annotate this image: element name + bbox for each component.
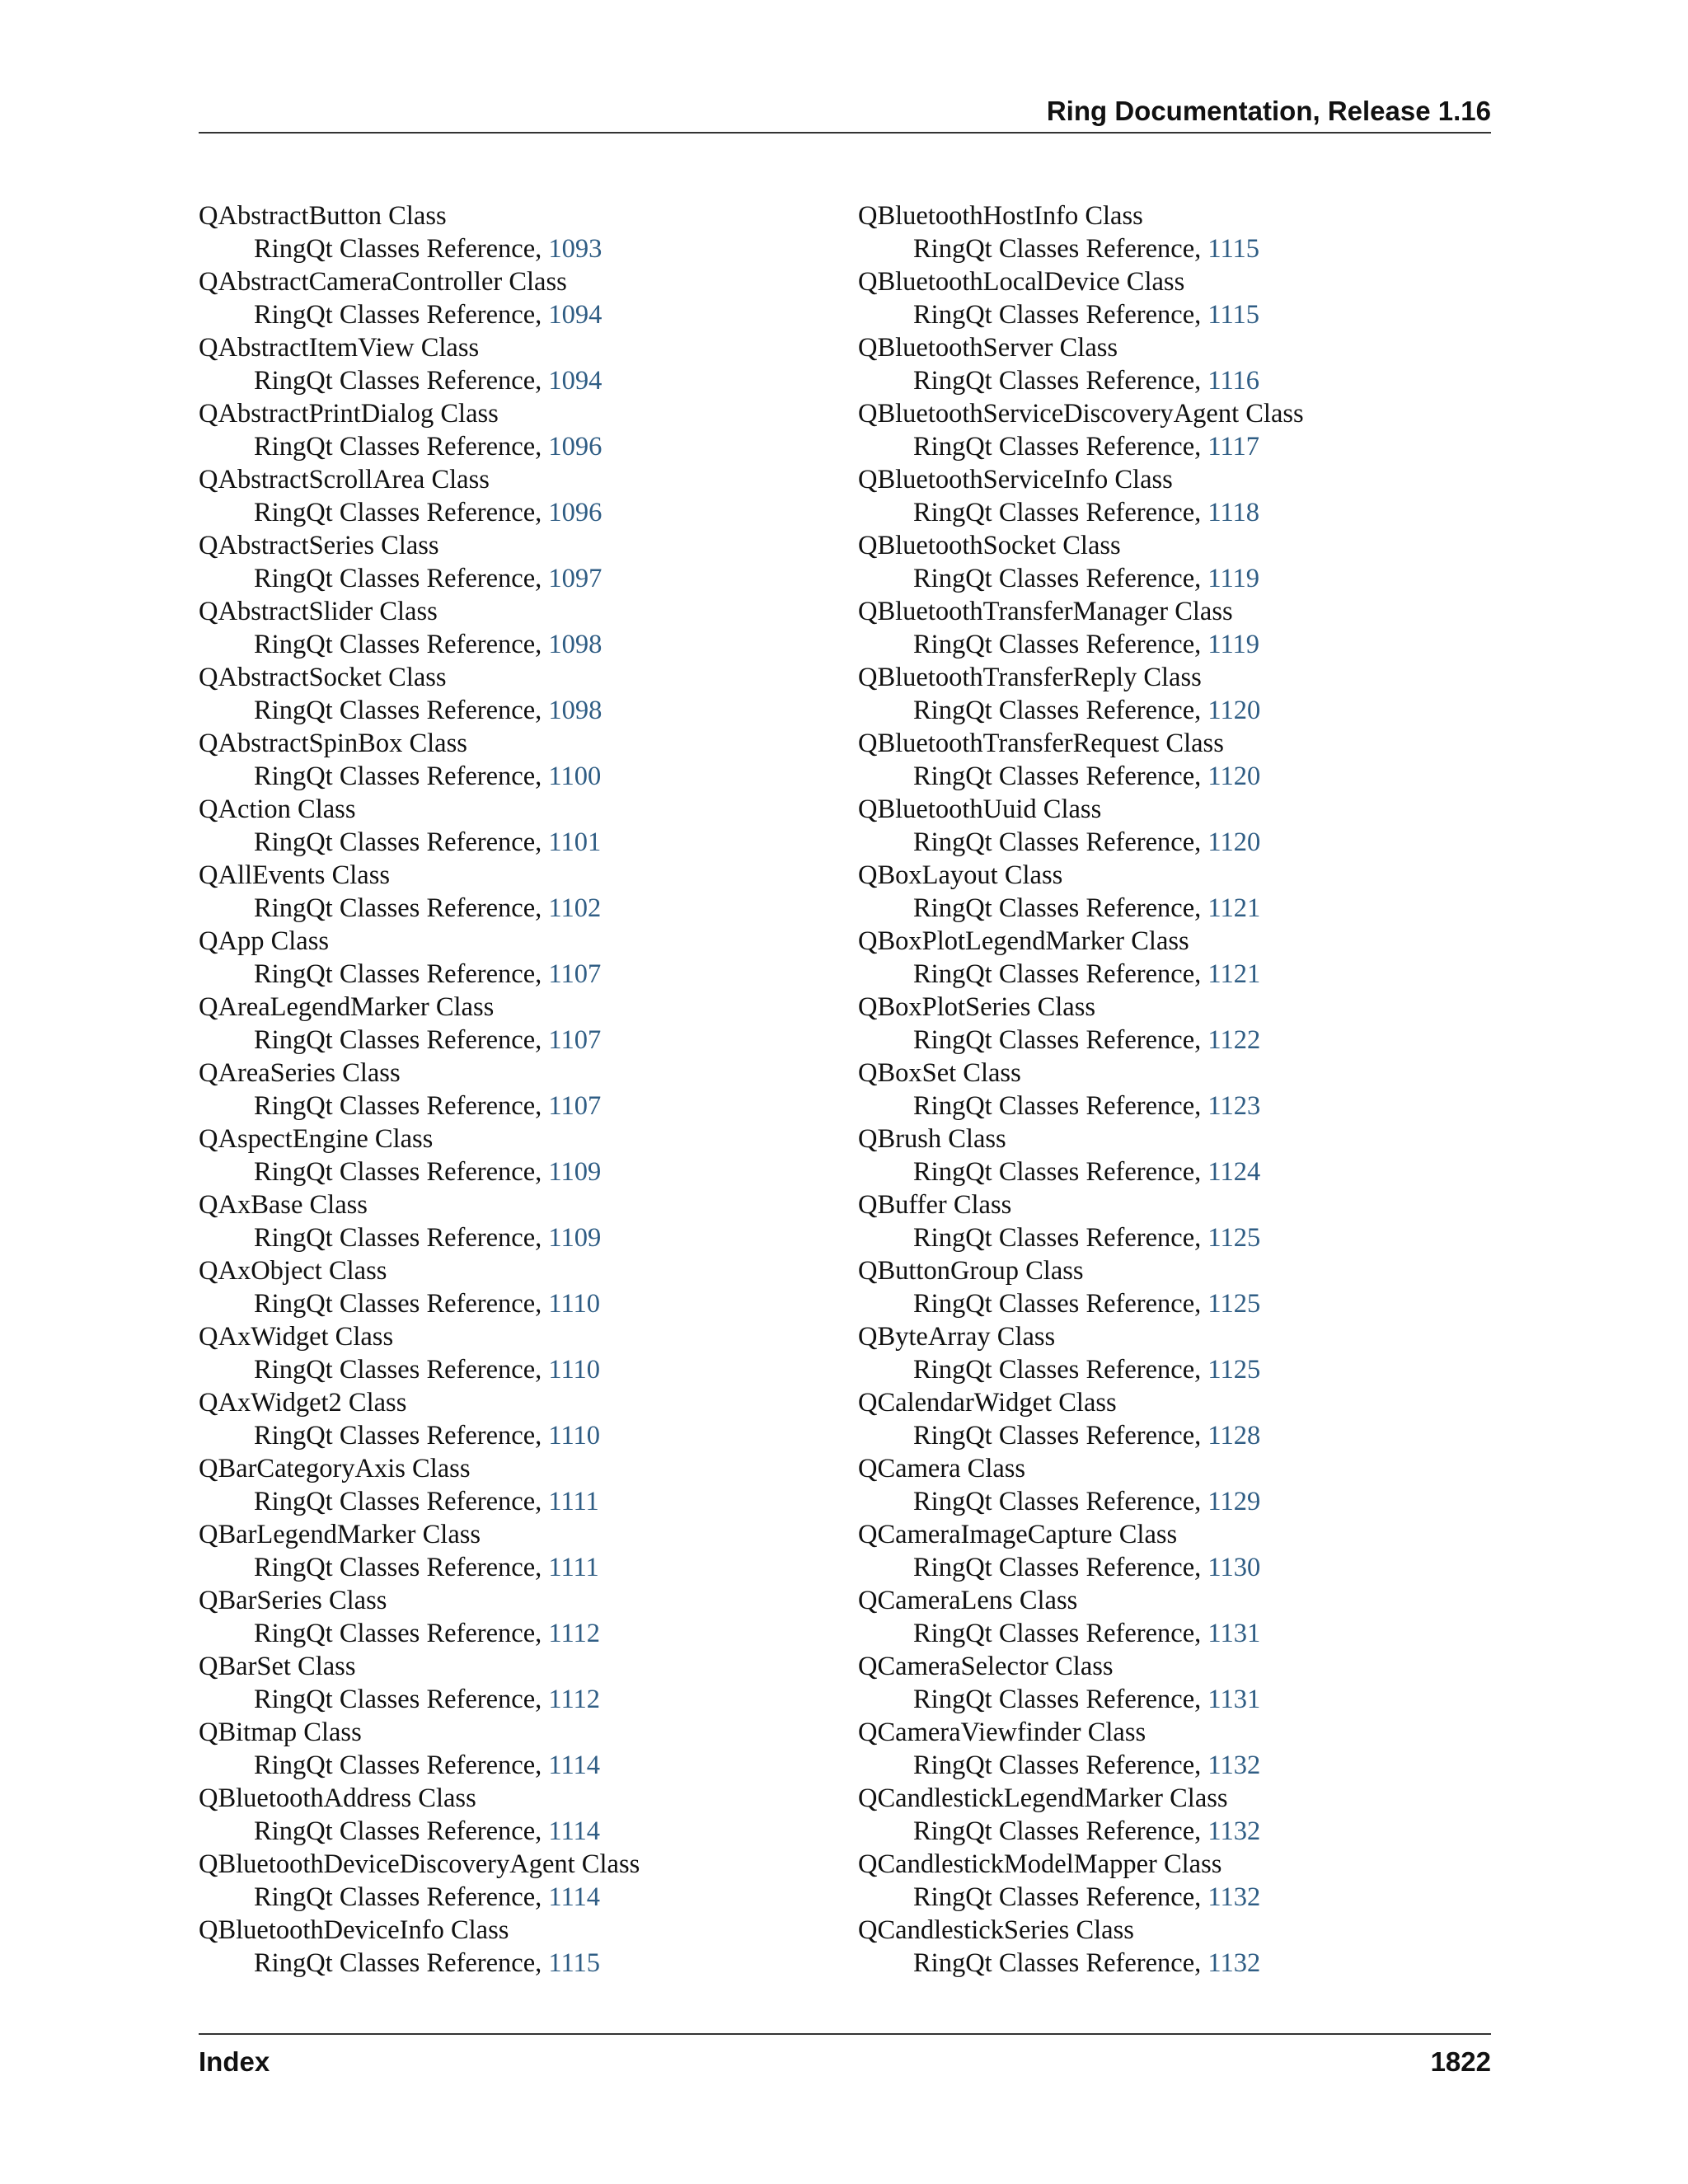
index-term: QBarCategoryAxis Class xyxy=(199,1454,471,1483)
index-term: QAbstractButton Class xyxy=(199,201,447,231)
footer-section-name: Index xyxy=(199,2046,270,2077)
index-term: QBluetoothDeviceInfo Class xyxy=(199,1915,509,1945)
reference-label: RingQt Classes Reference, xyxy=(913,1750,1208,1780)
index-entry xyxy=(199,463,640,529)
page-link[interactable]: 1117 xyxy=(1207,432,1259,462)
index-entry xyxy=(858,1716,1304,1782)
index-reference xyxy=(858,1024,1304,1057)
index-term: QBarSet Class xyxy=(199,1652,356,1681)
index-reference xyxy=(858,1287,1304,1320)
index-reference xyxy=(858,298,1304,331)
index-reference xyxy=(199,1485,640,1518)
index-term: QBoxLayout Class xyxy=(858,860,1063,890)
index-term: QBluetoothTransferManager Class xyxy=(858,597,1233,626)
index-term: QCameraLens Class xyxy=(858,1586,1078,1615)
index-reference xyxy=(858,1683,1304,1716)
index-entry xyxy=(199,1320,640,1386)
page-link[interactable]: 1107 xyxy=(548,1091,602,1121)
page-link[interactable]: 1131 xyxy=(1207,1619,1261,1648)
index-term: QAreaLegendMarker Class xyxy=(199,992,495,1022)
index-reference xyxy=(858,1419,1304,1452)
page-link[interactable]: 1129 xyxy=(1207,1487,1261,1516)
index-term: QBluetoothServer Class xyxy=(858,333,1118,363)
index-entry xyxy=(858,661,1304,727)
index-entry xyxy=(199,925,640,991)
reference-label: RingQt Classes Reference, xyxy=(913,1355,1208,1385)
index-reference xyxy=(199,694,640,727)
reference-label: RingQt Classes Reference, xyxy=(913,696,1208,725)
index-reference xyxy=(199,1090,640,1122)
index-reference xyxy=(858,1090,1304,1122)
index-entry xyxy=(858,1254,1304,1320)
index-entry xyxy=(858,1914,1304,1980)
page-link[interactable]: 1132 xyxy=(1207,1948,1261,1978)
index-reference xyxy=(858,1947,1304,1980)
page-link[interactable]: 1100 xyxy=(548,762,602,791)
index-term: QBuffer Class xyxy=(858,1190,1012,1220)
index-reference xyxy=(199,562,640,595)
reference-label: RingQt Classes Reference, xyxy=(254,1355,549,1385)
page-link[interactable]: 1110 xyxy=(548,1289,600,1319)
index-reference xyxy=(199,1947,640,1980)
reference-label: RingQt Classes Reference, xyxy=(913,432,1208,462)
index-entry xyxy=(858,1848,1304,1914)
index-reference xyxy=(199,1353,640,1386)
index-term: QBarLegendMarker Class xyxy=(199,1520,481,1549)
page-link[interactable]: 1093 xyxy=(548,234,603,264)
index-entry xyxy=(199,1848,640,1914)
index-reference xyxy=(858,1221,1304,1254)
reference-label: RingQt Classes Reference, xyxy=(254,300,549,330)
index-entry xyxy=(858,925,1304,991)
index-entry xyxy=(199,1188,640,1254)
page-link[interactable]: 1115 xyxy=(1207,234,1259,264)
index-term: QCameraImageCapture Class xyxy=(858,1520,1178,1549)
index-term: QBluetoothDeviceDiscoveryAgent Class xyxy=(199,1849,640,1879)
index-entry xyxy=(858,529,1304,595)
index-term: QCamera Class xyxy=(858,1454,1026,1483)
page-link[interactable]: 1110 xyxy=(548,1421,600,1451)
index-entry xyxy=(199,859,640,925)
index-term: QAxWidget Class xyxy=(199,1322,394,1352)
index-term: QBoxPlotSeries Class xyxy=(858,992,1096,1022)
index-reference xyxy=(858,1815,1304,1848)
index-entry xyxy=(199,991,640,1057)
index-reference xyxy=(199,628,640,661)
index-term: QAbstractCameraController Class xyxy=(199,267,567,297)
page-link[interactable]: 1102 xyxy=(548,893,602,923)
index-term: QAxBase Class xyxy=(199,1190,368,1220)
index-term: QBitmap Class xyxy=(199,1718,362,1747)
reference-label: RingQt Classes Reference, xyxy=(913,959,1208,989)
index-term: QAbstractItemView Class xyxy=(199,333,480,363)
index-reference xyxy=(858,1353,1304,1386)
index-reference xyxy=(858,1155,1304,1188)
reference-label: RingQt Classes Reference, xyxy=(913,1157,1208,1187)
index-term: QAspectEngine Class xyxy=(199,1124,434,1154)
index-entry xyxy=(858,859,1304,925)
page-link[interactable]: 1114 xyxy=(548,1882,600,1912)
reference-label: RingQt Classes Reference, xyxy=(254,1157,549,1187)
index-entry xyxy=(199,529,640,595)
index-entry xyxy=(199,595,640,661)
index-entry xyxy=(199,1914,640,1980)
reference-label: RingQt Classes Reference, xyxy=(254,893,549,923)
index-term: QAxWidget2 Class xyxy=(199,1388,407,1418)
index-term: QBrush Class xyxy=(858,1124,1006,1154)
index-reference xyxy=(858,430,1304,463)
index-entry xyxy=(858,199,1304,265)
index-reference xyxy=(199,958,640,991)
page-link[interactable]: 1094 xyxy=(548,366,603,396)
reference-label: RingQt Classes Reference, xyxy=(254,1882,549,1912)
document-title: Ring Documentation, Release 1.16 xyxy=(1046,96,1491,126)
index-reference xyxy=(858,694,1304,727)
page-link[interactable]: 1120 xyxy=(1207,762,1261,791)
reference-label: RingQt Classes Reference, xyxy=(913,1816,1208,1846)
reference-label: RingQt Classes Reference, xyxy=(913,1289,1208,1319)
index-reference xyxy=(199,496,640,529)
index-column-left xyxy=(199,199,640,1980)
index-term: QCameraSelector Class xyxy=(858,1652,1114,1681)
index-reference xyxy=(199,364,640,397)
page-link[interactable]: 1124 xyxy=(1207,1157,1261,1187)
reference-label: RingQt Classes Reference, xyxy=(254,1816,549,1846)
index-entry xyxy=(199,1518,640,1584)
index-reference xyxy=(199,1419,640,1452)
reference-label: RingQt Classes Reference, xyxy=(913,1619,1208,1648)
index-reference xyxy=(199,430,640,463)
index-reference xyxy=(199,892,640,925)
reference-label: RingQt Classes Reference, xyxy=(254,1025,549,1055)
index-entry xyxy=(858,1518,1304,1584)
reference-label: RingQt Classes Reference, xyxy=(913,1091,1208,1121)
index-term: QAbstractSeries Class xyxy=(199,531,439,560)
reference-label: RingQt Classes Reference, xyxy=(254,1750,549,1780)
page-link[interactable]: 1115 xyxy=(1207,300,1259,330)
reference-label: RingQt Classes Reference, xyxy=(254,630,549,659)
reference-label: RingQt Classes Reference, xyxy=(913,1685,1208,1714)
page-link[interactable]: 1132 xyxy=(1207,1750,1261,1780)
index-entry xyxy=(858,1057,1304,1122)
index-reference xyxy=(199,826,640,859)
page-link[interactable]: 1119 xyxy=(1207,630,1259,659)
reference-label: RingQt Classes Reference, xyxy=(254,432,549,462)
page-link[interactable]: 1112 xyxy=(548,1685,600,1714)
index-reference xyxy=(858,892,1304,925)
page-link[interactable]: 1116 xyxy=(1207,366,1259,396)
index-entry xyxy=(858,1782,1304,1848)
index-term: QAllEvents Class xyxy=(199,860,391,890)
reference-label: RingQt Classes Reference, xyxy=(254,366,549,396)
index-entry xyxy=(199,793,640,859)
index-entry xyxy=(858,595,1304,661)
reference-label: RingQt Classes Reference, xyxy=(913,1882,1208,1912)
index-reference xyxy=(199,1287,640,1320)
index-reference xyxy=(199,1815,640,1848)
index-entry xyxy=(199,1650,640,1716)
index-term: QButtonGroup Class xyxy=(858,1256,1084,1286)
index-entry xyxy=(858,1584,1304,1650)
index-entry xyxy=(199,1254,640,1320)
index-reference xyxy=(199,1683,640,1716)
index-term: QAbstractScrollArea Class xyxy=(199,465,490,494)
page-link[interactable]: 1121 xyxy=(1207,893,1261,923)
reference-label: RingQt Classes Reference, xyxy=(254,1223,549,1253)
index-reference xyxy=(858,1551,1304,1584)
index-entry xyxy=(199,1584,640,1650)
index-term: QAbstractSlider Class xyxy=(199,597,438,626)
index-entry xyxy=(858,1452,1304,1518)
index-reference xyxy=(858,958,1304,991)
reference-label: RingQt Classes Reference, xyxy=(913,300,1208,330)
index-reference xyxy=(199,1617,640,1650)
reference-label: RingQt Classes Reference, xyxy=(254,1685,549,1714)
index-reference xyxy=(858,1749,1304,1782)
reference-label: RingQt Classes Reference, xyxy=(254,762,549,791)
index-entry xyxy=(199,1782,640,1848)
index-reference xyxy=(858,1881,1304,1914)
index-entry xyxy=(858,265,1304,331)
index-term: QAbstractSocket Class xyxy=(199,663,447,692)
index-entry xyxy=(858,397,1304,463)
index-entry xyxy=(199,397,640,463)
footer-page-number: 1822 xyxy=(1430,2046,1491,2077)
reference-label: RingQt Classes Reference, xyxy=(913,1487,1208,1516)
index-term: QBluetoothAddress Class xyxy=(199,1783,476,1813)
reference-label: RingQt Classes Reference, xyxy=(254,234,549,264)
reference-label: RingQt Classes Reference, xyxy=(254,827,549,857)
page-link[interactable]: 1115 xyxy=(548,1948,600,1978)
index-reference xyxy=(199,1221,640,1254)
reference-label: RingQt Classes Reference, xyxy=(254,1487,549,1516)
index-entry xyxy=(199,1122,640,1188)
page-link[interactable]: 1107 xyxy=(548,959,602,989)
reference-label: RingQt Classes Reference, xyxy=(254,1619,549,1648)
reference-label: RingQt Classes Reference, xyxy=(913,827,1208,857)
index-entry xyxy=(858,463,1304,529)
page-link[interactable]: 1132 xyxy=(1207,1816,1261,1846)
reference-label: RingQt Classes Reference, xyxy=(254,1948,549,1978)
index-reference xyxy=(858,562,1304,595)
reference-label: RingQt Classes Reference, xyxy=(913,498,1208,527)
reference-label: RingQt Classes Reference, xyxy=(913,1223,1208,1253)
index-reference xyxy=(858,232,1304,265)
page-link[interactable]: 1110 xyxy=(548,1355,600,1385)
page-header xyxy=(199,91,1491,134)
index-term: QBluetoothServiceDiscoveryAgent Class xyxy=(858,399,1304,429)
index-entry xyxy=(858,331,1304,397)
reference-label: RingQt Classes Reference, xyxy=(913,1421,1208,1451)
index-reference xyxy=(199,1749,640,1782)
reference-label: RingQt Classes Reference, xyxy=(913,630,1208,659)
index-term: QCameraViewfinder Class xyxy=(858,1718,1146,1747)
reference-label: RingQt Classes Reference, xyxy=(254,959,549,989)
index-reference xyxy=(858,628,1304,661)
page-link[interactable]: 1120 xyxy=(1207,696,1261,725)
index-reference xyxy=(199,760,640,793)
page-link[interactable]: 1098 xyxy=(548,696,603,725)
index-reference xyxy=(199,232,640,265)
index-entry xyxy=(199,265,640,331)
reference-label: RingQt Classes Reference, xyxy=(254,696,549,725)
index-entry xyxy=(199,199,640,265)
index-entry xyxy=(858,793,1304,859)
page-link[interactable]: 1111 xyxy=(548,1553,599,1582)
index-term: QCandlestickModelMapper Class xyxy=(858,1849,1222,1879)
index-entry xyxy=(858,1386,1304,1452)
page-link[interactable]: 1111 xyxy=(548,1487,599,1516)
index-reference xyxy=(858,496,1304,529)
page-link[interactable]: 1114 xyxy=(548,1816,600,1846)
reference-label: RingQt Classes Reference, xyxy=(254,1421,549,1451)
page-link[interactable]: 1098 xyxy=(548,630,603,659)
index-reference xyxy=(199,1024,640,1057)
index-reference xyxy=(199,1551,640,1584)
page-link[interactable]: 1121 xyxy=(1207,959,1261,989)
index-reference xyxy=(199,1155,640,1188)
index-entry xyxy=(199,1386,640,1452)
index-entry xyxy=(858,727,1304,793)
page-link[interactable]: 1107 xyxy=(548,1025,602,1055)
reference-label: RingQt Classes Reference, xyxy=(913,893,1208,923)
reference-label: RingQt Classes Reference, xyxy=(913,1553,1208,1582)
index-term: QBluetoothServiceInfo Class xyxy=(858,465,1173,494)
index-reference xyxy=(858,826,1304,859)
page-link[interactable]: 1120 xyxy=(1207,827,1261,857)
page-link[interactable]: 1123 xyxy=(1207,1091,1261,1121)
index-entry xyxy=(858,1188,1304,1254)
reference-label: RingQt Classes Reference, xyxy=(913,564,1208,593)
reference-label: RingQt Classes Reference, xyxy=(254,498,549,527)
index-term: QAbstractSpinBox Class xyxy=(199,729,467,758)
index-term: QBarSeries Class xyxy=(199,1586,387,1615)
page-link[interactable]: 1096 xyxy=(548,498,603,527)
page-link[interactable]: 1132 xyxy=(1207,1882,1261,1912)
reference-label: RingQt Classes Reference, xyxy=(913,234,1208,264)
reference-label: RingQt Classes Reference, xyxy=(913,1025,1208,1055)
index-term: QAbstractPrintDialog Class xyxy=(199,399,499,429)
reference-label: RingQt Classes Reference, xyxy=(254,1289,549,1319)
page-link[interactable]: 1119 xyxy=(1207,564,1259,593)
reference-label: RingQt Classes Reference, xyxy=(913,1948,1208,1978)
page-link[interactable]: 1128 xyxy=(1207,1421,1261,1451)
page-link[interactable]: 1125 xyxy=(1207,1289,1261,1319)
index-term: QBoxPlotLegendMarker Class xyxy=(858,926,1189,956)
index-term: QCandlestickSeries Class xyxy=(858,1915,1134,1945)
index-entry xyxy=(199,661,640,727)
page-link[interactable]: 1112 xyxy=(548,1619,600,1648)
page-link[interactable]: 1101 xyxy=(548,827,602,857)
index-reference xyxy=(199,1881,640,1914)
page-link[interactable]: 1122 xyxy=(1207,1025,1261,1055)
index-term: QBluetoothUuid Class xyxy=(858,794,1102,824)
page-link[interactable]: 1097 xyxy=(548,564,603,593)
page-link[interactable]: 1096 xyxy=(548,432,603,462)
index-term: QApp Class xyxy=(199,926,329,956)
page-link[interactable]: 1109 xyxy=(548,1157,602,1187)
reference-label: RingQt Classes Reference, xyxy=(913,762,1208,791)
index-reference xyxy=(858,364,1304,397)
index-entry xyxy=(858,1320,1304,1386)
index-entry xyxy=(858,991,1304,1057)
page-link[interactable]: 1118 xyxy=(1207,498,1259,527)
index-term: QAction Class xyxy=(199,794,356,824)
page-link[interactable]: 1109 xyxy=(548,1223,602,1253)
reference-label: RingQt Classes Reference, xyxy=(254,1091,549,1121)
page-link[interactable]: 1125 xyxy=(1207,1355,1261,1385)
index-column-right xyxy=(858,199,1304,1980)
page-link[interactable]: 1131 xyxy=(1207,1685,1261,1714)
index-entry xyxy=(199,1716,640,1782)
index-term: QBluetoothTransferReply Class xyxy=(858,663,1202,692)
index-term: QBluetoothHostInfo Class xyxy=(858,201,1143,231)
page-link[interactable]: 1125 xyxy=(1207,1223,1261,1253)
index-term: QBluetoothLocalDevice Class xyxy=(858,267,1185,297)
index-term: QCandlestickLegendMarker Class xyxy=(858,1783,1228,1813)
index-entry xyxy=(858,1650,1304,1716)
index-term: QBluetoothTransferRequest Class xyxy=(858,729,1224,758)
index-term: QAreaSeries Class xyxy=(199,1058,401,1088)
reference-label: RingQt Classes Reference, xyxy=(254,564,549,593)
index-reference xyxy=(858,1485,1304,1518)
index-entry xyxy=(199,727,640,793)
reference-label: RingQt Classes Reference, xyxy=(254,1553,549,1582)
index-reference xyxy=(858,760,1304,793)
page-link[interactable]: 1094 xyxy=(548,300,603,330)
index-term: QBoxSet Class xyxy=(858,1058,1021,1088)
page-link[interactable]: 1130 xyxy=(1207,1553,1261,1582)
index-reference xyxy=(199,298,640,331)
reference-label: RingQt Classes Reference, xyxy=(913,366,1208,396)
index-entry xyxy=(858,1122,1304,1188)
index-entry xyxy=(199,331,640,397)
index-term: QBluetoothSocket Class xyxy=(858,531,1121,560)
index-term: QAxObject Class xyxy=(199,1256,387,1286)
index-term: QCalendarWidget Class xyxy=(858,1388,1117,1418)
page-link[interactable]: 1114 xyxy=(548,1750,600,1780)
page-footer xyxy=(199,2033,1491,2077)
index-term: QByteArray Class xyxy=(858,1322,1056,1352)
index-entry xyxy=(199,1452,640,1518)
index-reference xyxy=(858,1617,1304,1650)
index-entry xyxy=(199,1057,640,1122)
